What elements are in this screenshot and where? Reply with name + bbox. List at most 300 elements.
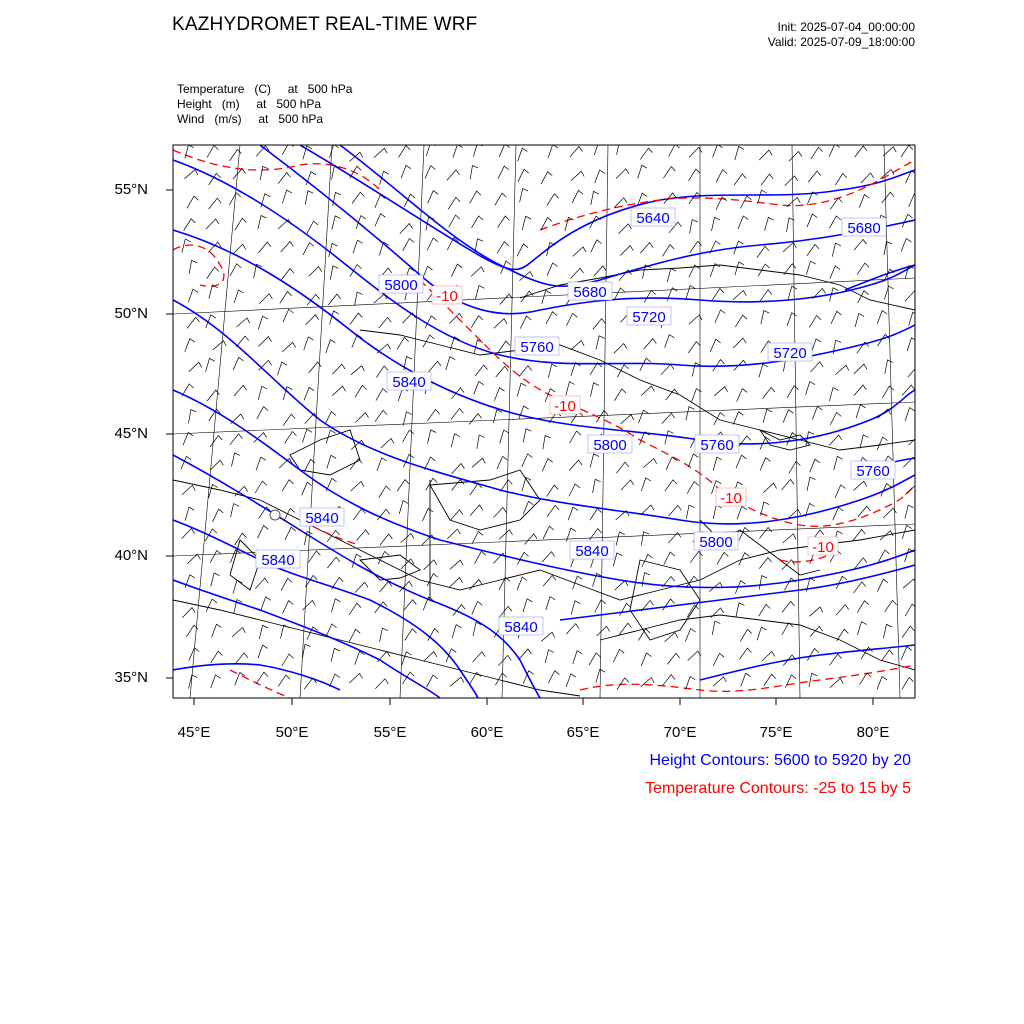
wind-barb [735,262,744,275]
wind-barb [470,672,482,684]
wind-barb [736,603,744,617]
wind-barb [761,174,773,185]
wind-barb [500,430,509,443]
wind-barb [909,194,919,207]
wind-barb [475,286,484,300]
wind-barb [428,629,439,641]
wind-barb [209,198,221,209]
wind-barb [762,651,775,661]
wind-barb [788,286,797,299]
wind-barb [760,458,770,471]
lon-tick-label: 65°E [566,724,600,741]
wind-barb [641,386,654,396]
wind-barb [569,460,582,470]
wind-barb [810,459,820,472]
wind-barb [374,294,387,303]
wind-barb [661,364,674,374]
wind-barb [522,216,531,230]
wind-barb [877,437,887,450]
wind-barb [643,459,656,468]
wind-barb [783,534,796,543]
wind-barb [236,318,249,327]
wind-barb [377,344,390,353]
wind-barb [355,582,368,592]
wind-barb [332,216,341,230]
wind-barb [187,196,198,208]
temperature-contour-info: Temperature Contours: -25 to 15 by 5 [645,780,911,797]
wind-barb [853,530,865,541]
wind-barb [230,434,242,445]
wind-barb [475,551,486,563]
wind-barb [235,533,247,545]
wind-barb [541,632,555,641]
wind-barb [517,244,528,256]
wind-barb [188,289,198,302]
wind-barb [830,216,841,228]
temperature-label [808,537,838,556]
wind-barb [686,407,695,421]
wind-barb [285,432,297,444]
height-label-text: 5680 [573,284,607,301]
wind-barb [757,627,766,640]
wind-barb [812,407,822,420]
wind-barb [806,261,815,275]
wind-barb [377,458,387,471]
wind-barb [759,150,772,160]
wind-barb [690,551,702,562]
wind-barb [617,365,628,377]
wind-barb [566,674,576,687]
wind-barb [761,311,769,325]
wind-barb [807,214,817,227]
wind-barb [542,552,555,562]
height-label-text: 5800 [384,277,418,294]
wind-barb [857,622,866,635]
wind-barb [397,480,409,492]
wind-barb [734,174,746,185]
wind-barb [447,170,460,181]
wind-barb [494,319,507,329]
wind-barb [735,315,747,327]
wind-barb [523,599,532,612]
height-label-text: 5760 [520,339,554,356]
wind-barb [620,603,631,615]
wind-barb [375,410,387,421]
wind-barb [207,146,218,158]
wind-barb [206,219,219,229]
wind-barb [374,148,387,157]
field-temperature: Temperature (C) at 500 hPa [177,82,353,96]
wind-barb [836,605,849,616]
wind-barb [327,530,339,541]
wind-barb [830,266,840,279]
wind-barb [717,552,729,564]
lon-tick-label: 50°E [275,724,309,741]
wind-barb [403,313,416,323]
wind-barb [230,264,241,276]
wind-barb [687,482,698,494]
wind-barb [854,385,867,396]
wind-barb [517,552,528,564]
wind-barb [477,435,485,449]
wind-barb [832,243,841,257]
wind-barb [571,601,580,615]
wind-barb [759,558,771,569]
wind-barb [714,413,725,426]
temperature-label [550,396,580,415]
wind-barb [451,408,463,419]
wind-barb [763,409,772,423]
wind-barb [303,243,314,255]
wind-barb [376,366,388,378]
map-title: KAZHYDROMET REAL-TIME WRF [172,14,478,35]
wind-barb [285,527,296,540]
wind-barb [517,577,527,590]
wind-barb [686,505,694,519]
wind-barb [375,679,388,689]
wind-barb [785,176,798,186]
wind-barb [713,505,721,519]
wind-barb [615,389,627,401]
wind-barb [572,190,583,203]
wind-barb [613,649,624,662]
wind-barb [472,602,483,615]
field-wind: Wind (m/s) at 500 hPa [177,112,324,126]
wind-barb [669,505,682,516]
wind-barb [686,677,696,690]
wind-barb [810,626,823,636]
wind-barb [474,382,484,395]
temperature-label-text: -10 [554,398,576,415]
wind-barb [690,220,698,234]
wind-barb [397,337,409,349]
wind-barb [498,655,511,665]
wind-barb [614,344,627,354]
wind-barb [449,578,462,588]
wind-barb [357,530,370,541]
wind-barb [189,260,197,274]
lon-tick-label: 70°E [663,724,697,741]
wind-barb [326,624,337,637]
wind-barb [517,383,526,397]
wind-barb [326,340,336,353]
wind-barb [498,341,510,353]
wind-barb [591,240,602,253]
wind-barb [566,382,575,396]
wind-barb [450,677,463,686]
wind-barb [692,363,700,377]
wind-barb [883,147,896,156]
wind-barb [233,580,242,594]
wind-barb [472,531,483,544]
height-contour-info: Height Contours: 5600 to 5920 by 20 [649,752,911,769]
wind-barb [232,628,245,637]
wind-barb [711,608,724,618]
wind-barb [547,505,559,516]
wind-barb [591,383,599,397]
wind-barb [808,171,820,182]
wind-barb [425,166,436,179]
wind-barb [350,313,362,324]
wind-barb [450,560,463,569]
wind-barb [207,267,219,279]
wind-barb [472,216,484,228]
wind-barb [304,337,314,350]
wind-barb [809,316,821,328]
wind-barb [231,504,240,518]
wind-barb [189,410,197,424]
wind-barb [185,339,195,352]
wind-barb [258,337,271,347]
wind-barb [885,600,897,612]
wind-barb [789,151,802,161]
height-label-text: 5720 [773,345,807,362]
wind-barb [885,360,893,374]
height-label-text: 5840 [392,374,426,391]
wind-barb [353,240,363,253]
wind-barb [571,171,584,181]
wind-barb [548,364,557,378]
wind-barb [830,413,841,425]
wind-barb [881,650,893,661]
wind-barb [829,435,842,445]
wind-barb [640,148,652,159]
wind-barb [905,505,914,519]
wind-barb [379,486,391,498]
wind-barb [235,653,248,664]
wind-barb [471,267,484,277]
wind-barb [231,414,244,424]
wind-barb [546,597,555,610]
height-label [570,541,614,560]
wind-barb [282,269,294,280]
wind-barb [302,600,315,610]
wind-barb [500,294,513,304]
height-label-text: 5760 [700,437,734,454]
wind-barb [376,389,387,401]
wind-barb [663,167,675,179]
wind-barb [232,453,240,467]
wind-barb [833,507,844,520]
wind-barb [211,651,223,663]
wind-barb [404,600,417,611]
wind-barb [260,166,268,180]
wind-barb [182,485,195,494]
height-label [256,550,300,569]
wind-barb [498,216,510,228]
wind-barb [330,266,338,280]
wind-barb [662,675,675,686]
wind-barb [713,677,726,686]
wind-barb [739,528,749,541]
wind-barb [210,436,222,447]
wind-barb [234,290,243,303]
wind-barb [908,367,921,378]
wind-barb [469,414,482,425]
wind-barb [183,432,193,445]
wind-barb [641,653,651,666]
wind-barb [281,578,292,590]
wind-barb [571,341,584,350]
wind-barb [520,189,529,203]
wind-barb [641,478,651,491]
height-label-text: 5720 [632,309,666,326]
wind-barb [857,601,869,613]
wind-barb [569,484,580,497]
lat-tick-label: 50°N [114,305,148,322]
wind-barb [449,215,460,227]
wind-barb [427,675,438,687]
wind-barb [665,633,678,642]
height-label [768,343,812,362]
height-label [499,617,543,636]
wind-barb [518,148,528,161]
wind-barb [855,146,867,157]
wind-barb [399,501,408,514]
wind-barb [547,263,557,276]
wind-barb [905,291,918,301]
wind-barb [901,145,913,157]
wind-barb [662,413,675,423]
wind-barb [332,364,345,374]
wind-barb [547,485,559,497]
wind-barb [401,165,411,178]
wind-barb [616,169,629,179]
wind-barb [328,294,341,305]
wind-barb [857,263,869,275]
wind-barb [764,674,776,686]
wind-barb [854,582,866,593]
wind-barb [807,649,818,661]
wind-barb [859,195,869,208]
wind-barb [884,286,893,299]
wind-barb [883,624,892,638]
wind-barb [258,526,269,539]
wind-barb [182,529,195,539]
wind-barb [236,336,249,347]
wind-barb [213,509,224,522]
wind-barb [403,239,414,251]
wind-barb [737,506,747,519]
temperature-label [716,488,746,507]
wind-barb [733,412,743,425]
wind-barb [451,434,460,448]
wind-barb [259,294,272,304]
wind-barb [739,436,751,447]
wind-barb [903,579,916,588]
lon-tick-label: 80°E [856,724,890,741]
wind-barb [571,268,584,278]
wind-barb [712,289,724,301]
wind-barb [716,170,727,183]
wind-barb [737,389,747,402]
wind-barb [380,534,392,545]
wind-barb [715,310,725,323]
wind-barb [621,480,634,490]
height-label [300,508,344,527]
wind-barb [667,653,679,664]
height-label-text: 5680 [847,220,881,237]
wind-barb [497,456,508,469]
wind-barb [591,191,599,205]
wind-barb [325,412,336,425]
wind-barb [453,144,463,157]
wind-barb [688,454,698,467]
wind-barb [495,193,506,205]
field-height: Height (m) at 500 hPa [177,97,322,111]
wind-barb [548,671,559,683]
wind-barb [498,166,509,179]
wind-barb [258,645,268,658]
wind-barb [426,217,434,231]
wind-barb [547,243,556,257]
wind-barb [470,505,483,516]
wind-barb [829,388,838,402]
wind-barb [380,628,388,642]
wind-barb [541,172,552,184]
wind-barb [830,198,842,210]
wind-barb [353,509,365,520]
wind-barb [902,677,914,689]
wind-barb [785,578,796,590]
height-label-text: 5760 [856,463,890,480]
wind-barb [402,652,412,665]
wind-barb [638,165,647,178]
wind-barb [212,624,222,637]
wind-barb [810,362,823,372]
wind-barb [787,313,797,326]
wind-barb [760,527,772,538]
height-label [842,218,886,237]
wind-barb [640,243,653,254]
wind-barb [735,146,744,160]
wind-barb [306,172,316,185]
wind-barb [782,623,793,635]
wind-barb [446,649,456,662]
wind-barb [429,361,442,372]
wind-barb [882,386,894,398]
wind-barb [308,551,320,563]
lon-tick-label: 75°E [759,724,793,741]
wind-barb [597,626,610,636]
height-label [588,435,632,454]
wind-barb [499,144,510,157]
wind-barb [882,192,894,203]
wind-barb [375,195,385,208]
wind-barb [473,622,481,636]
wind-barb [233,169,246,179]
wind-barb [327,557,340,568]
wind-barb [809,607,822,616]
wind-barb [470,191,481,203]
wind-barb [831,311,842,324]
wind-barb [282,654,294,666]
wind-barb [616,462,628,473]
wind-barb [351,481,364,491]
wind-barb [787,386,799,398]
wind-barb [277,362,287,375]
wind-barb [258,386,267,400]
wind-barb [856,405,865,418]
wind-barb [765,217,774,231]
lon-tick-label: 55°E [373,724,407,741]
wind-barb [523,429,531,443]
wind-barb [422,508,433,521]
wind-barb [519,649,532,660]
wind-barb [738,216,748,229]
wind-barb [282,480,294,492]
wind-barb [543,575,556,586]
